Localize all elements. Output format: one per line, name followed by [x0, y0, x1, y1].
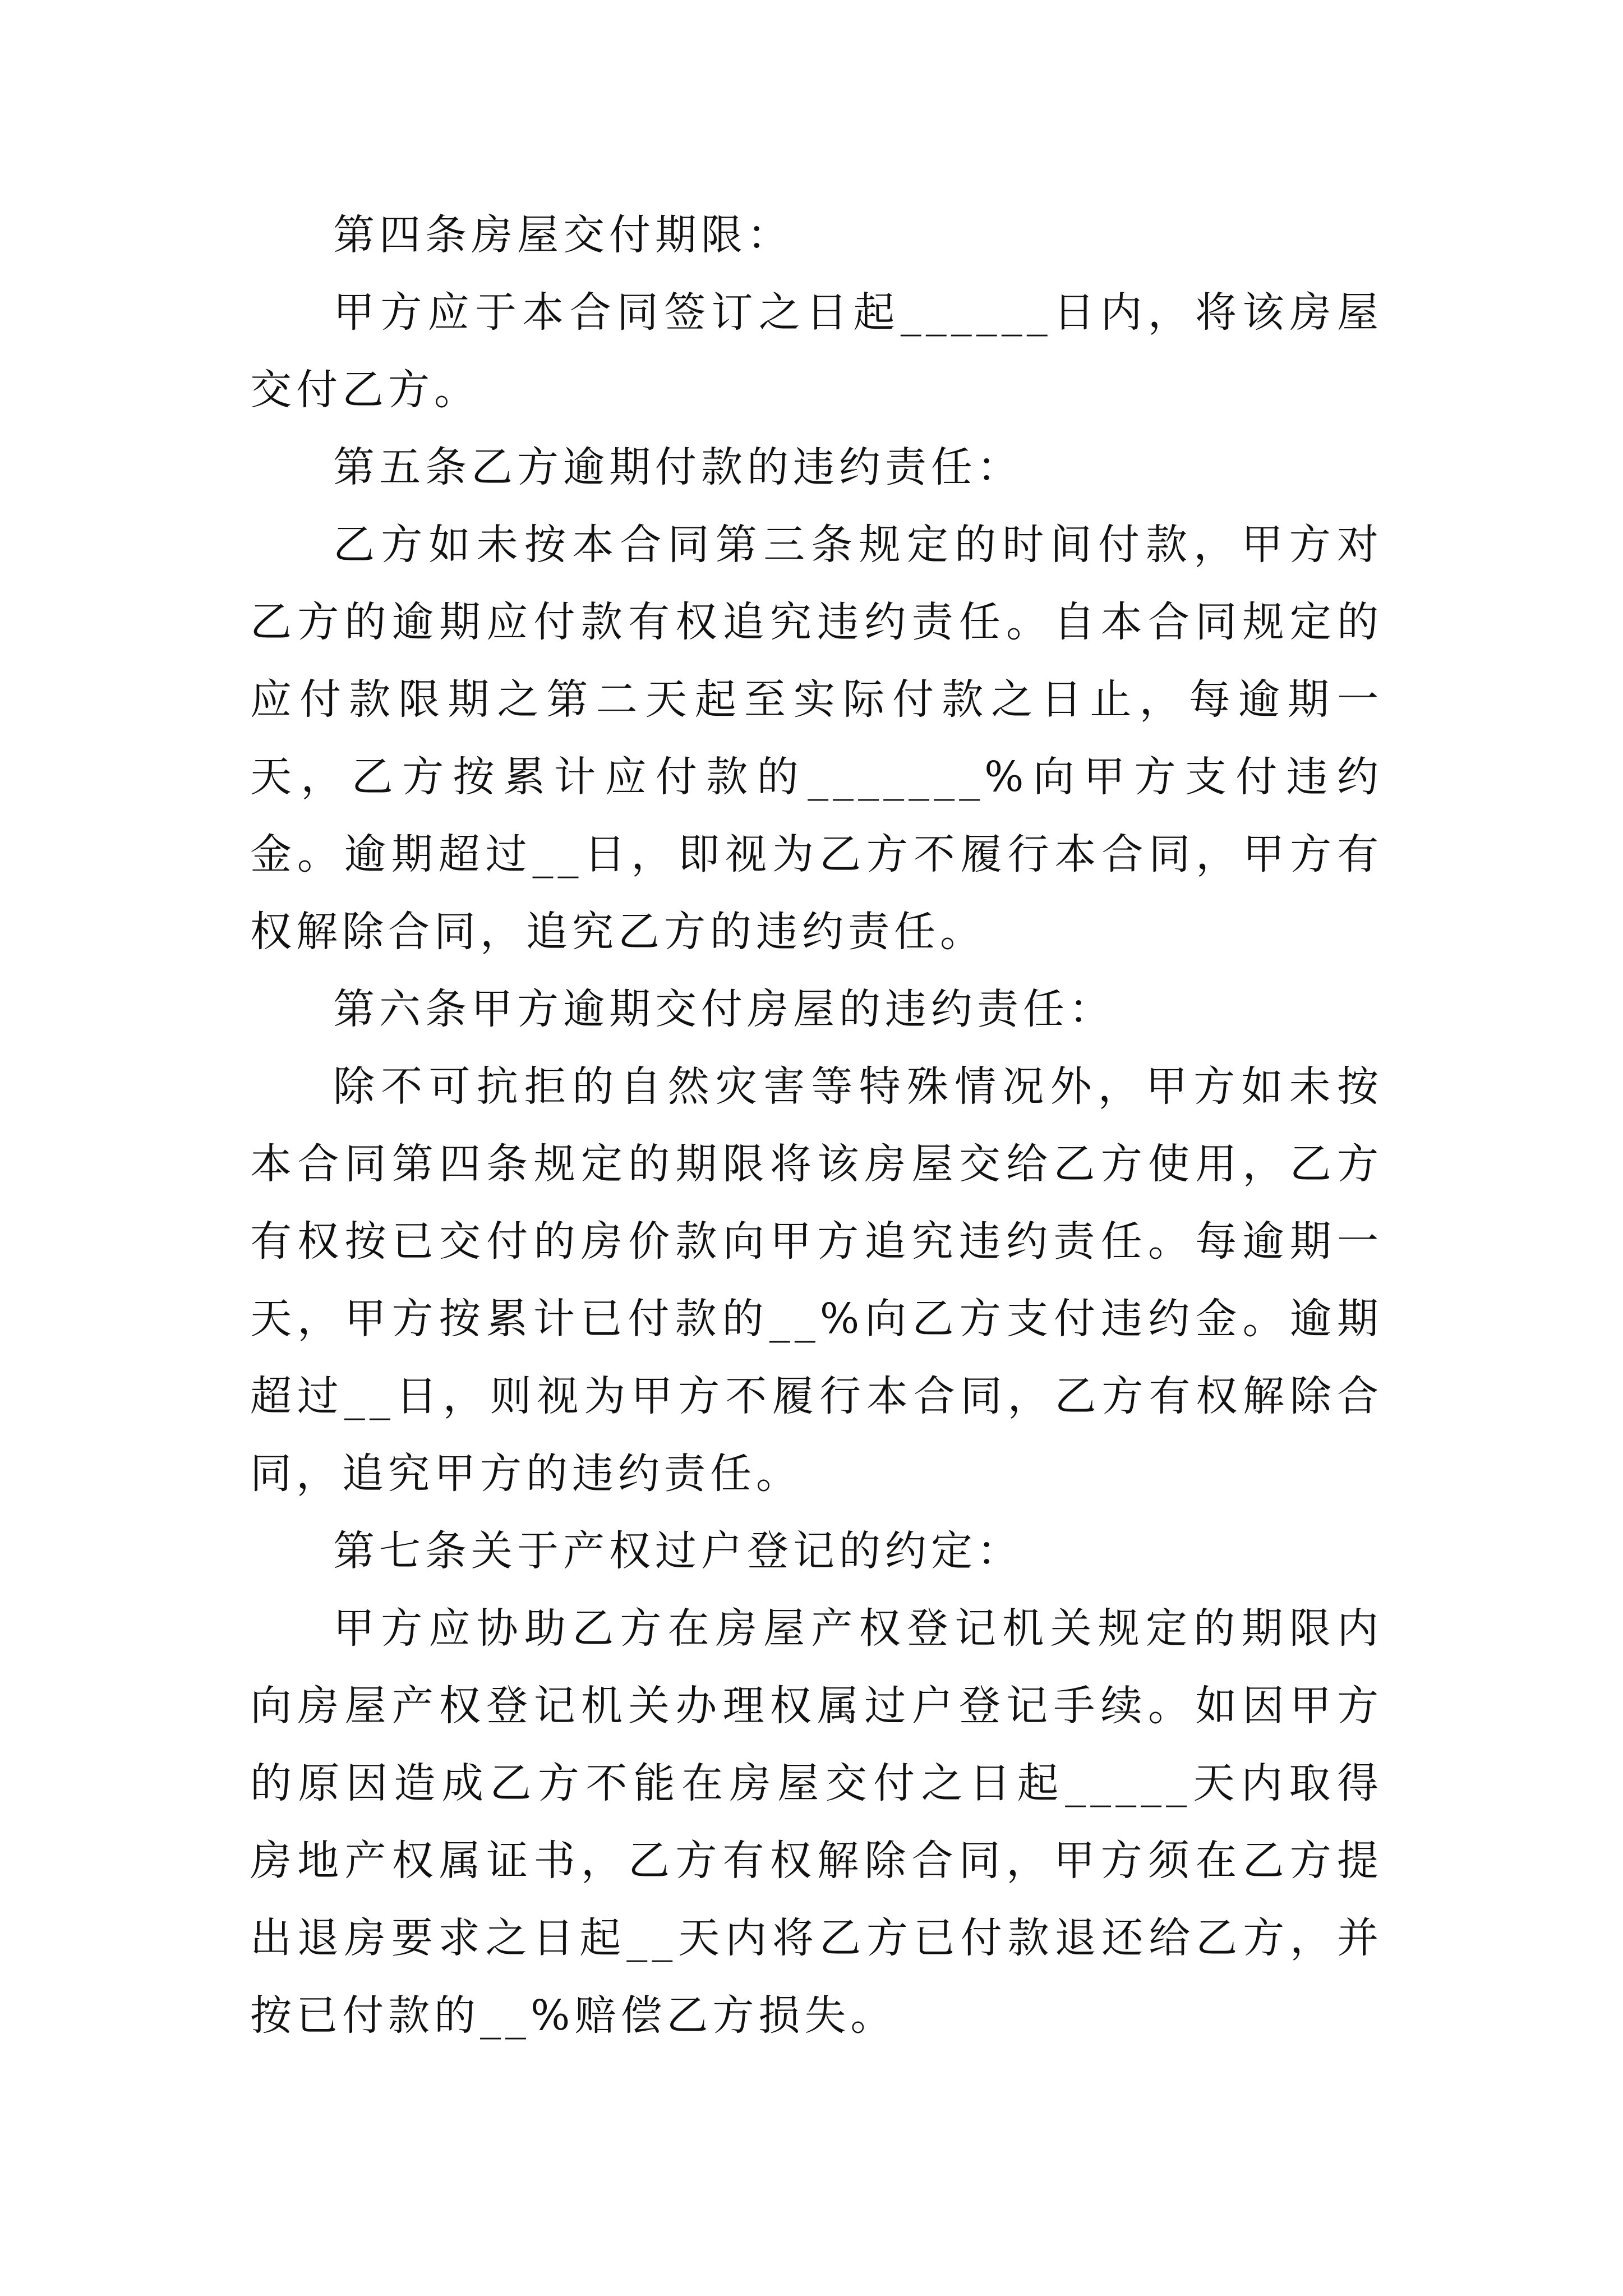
article-6-text: 除不可抗拒的自然灾害等特殊情况外，甲方如未按本合同第四条规定的期限将该房屋交给乙方使用，乙方有权按已交付的房价款向甲方追究违约责任。每逾期一天，甲方按累计已付款的__%向乙方支付违约金。逾期超过__日，则视为甲方不履行本合同，乙方有权解除合同，追究甲方的违约责任。 — [250, 1062, 1383, 1498]
article-5-heading: 第五条乙方逾期付款的违约责任： — [333, 443, 1023, 491]
article-4-heading: 第四条房屋交付期限： — [333, 211, 793, 259]
article-7-text: 甲方应协助乙方在房屋产权登记机关规定的期限内向房屋产权登记机关办理权属过户登记手续。如因甲方的原因造成乙方不能在房屋交付之日起_____天内取得房地产权属证书，乙方有权解除合同，甲方须在乙方提出退房要求之日起__天内将乙方已付款退还给乙方，并按已付款的__%赔偿乙方损失。 — [250, 1604, 1383, 2040]
document-body — [250, 196, 1383, 2054]
article-6-heading: 第六条甲方逾期交付房屋的违约责任： — [333, 985, 1115, 1033]
article-7-heading: 第七条关于产权过户登记的约定： — [333, 1527, 1023, 1575]
article-5-text: 乙方如未按本合同第三条规定的时间付款，甲方对乙方的逾期应付款有权追究违约责任。自本合同规定的应付款限期之第二天起至实际付款之日止，每逾期一天，乙方按累计应付款的_______%向甲方支付违约金。逾期超过__日，即视为乙方不履行本合同，甲方有权解除合同，追究乙方的违约责任。 — [250, 521, 1383, 956]
article-4-text: 甲方应于本合同签订之日起______日内，将该房屋交付乙方。 — [250, 288, 1383, 414]
